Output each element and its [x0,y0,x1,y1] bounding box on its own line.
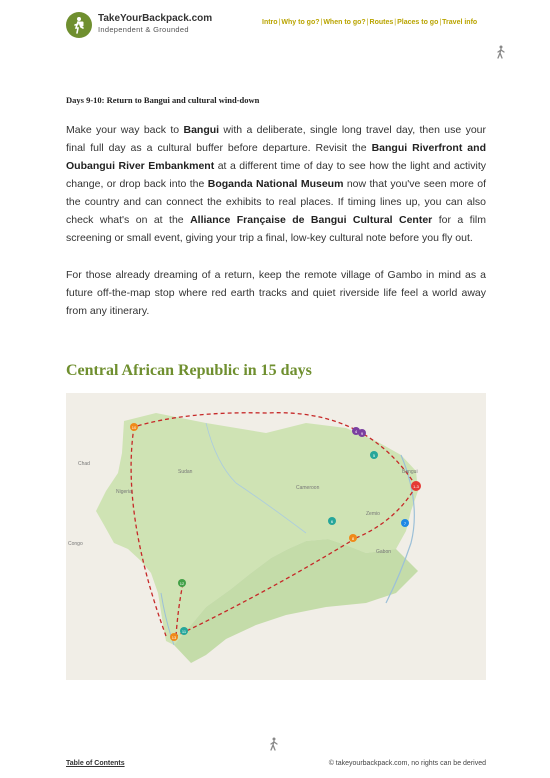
paragraph-return-to-bangui [66,121,486,247]
nav-intro[interactable]: Intro [262,19,278,26]
place-name: Bangui Riverfront and Oubangui River Embankment [66,142,486,172]
svg-text:11: 11 [181,629,187,634]
route-map[interactable] [66,393,486,680]
nav-when-to-go[interactable]: When to go? [323,19,366,26]
paragraph-text: with a deliberate, single long travel day, then use your final full day as a cultural buffer before departure. Revisit the [66,124,486,154]
place-name: Alliance Française de Bangui Cultural Center [190,214,433,226]
stop-7[interactable] [401,519,409,527]
label-zemio: Zemio [366,511,380,517]
stop-1-3[interactable] [411,481,421,491]
stop-12[interactable] [178,579,186,587]
hiker-icon [495,45,507,59]
label-bangui: Bangui [402,469,418,475]
svg-text:6: 6 [330,519,334,524]
stop-11[interactable] [180,627,188,635]
page-header [0,0,550,50]
svg-text:12: 12 [179,581,185,586]
paragraph-text: now that you've seen more of the country and can connect the exhibits to real places. If timing lines up, you can also check what's on at the [66,178,486,226]
brand-tagline: Independent & Grounded [98,25,189,34]
stop-5[interactable] [370,451,378,459]
label-sudan: Sudan [178,469,193,475]
section-title: Days 9-10: Return to Bangui and cultural wind-down [66,95,260,105]
paragraph-gambo: For those already dreaming of a return, keep the remote village of Gambo in mind as a future off-the-map stop where red earth tracks and quiet riverside life feel a world away from any itinerary. [66,269,486,317]
nav-places-to-go[interactable]: Places to go [397,19,439,26]
svg-text:1-3: 1-3 [413,484,419,489]
stop-9[interactable] [358,429,366,437]
svg-text:9: 9 [360,431,364,436]
brand-name[interactable]: TakeYourBackpack.com [98,13,213,24]
hiker-icon-footer [268,737,280,751]
nav-routes[interactable]: Routes [369,19,394,26]
nav-why-to-go[interactable]: Why to go? [281,19,320,26]
label-cameroon: Cameroon [296,485,320,491]
svg-text:5: 5 [372,453,376,458]
map-title: Central African Republic in 15 days [66,362,312,379]
svg-text:8: 8 [351,536,355,541]
svg-text:10: 10 [131,425,137,430]
paragraph-text: Make your way back to [66,124,184,136]
label-chad: Chad [78,461,90,467]
svg-text:4: 4 [354,429,358,434]
svg-text:13: 13 [171,635,177,640]
stop-8[interactable] [349,534,357,542]
stop-13[interactable] [170,633,178,641]
label-congo: Congo [68,541,83,547]
copyright-notice: © takeyourbackpack.com, no rights can be derived [328,760,486,767]
place-name: Boganda National Museum [207,178,344,190]
label-nigeria: Nigeria [116,489,132,495]
place-name: Bangui [183,124,220,136]
logo-icon[interactable] [66,12,92,38]
top-nav: Intro|Why to go?|When to go?|Routes|Places to go|Travel info [262,19,478,26]
paragraph-text: for a film screening or small event, giving your trip a final, low-key cultural note before you fly out. [66,214,486,244]
nav-travel-info[interactable]: Travel info [442,19,478,26]
stop-10[interactable] [130,423,138,431]
label-gabon: Gabon [376,549,392,555]
paragraph-text: at a different time of day to see how the light and activity change, or drop back into the [66,160,486,190]
stop-6[interactable] [328,517,336,525]
svg-text:7: 7 [403,521,407,526]
route-map-svg [66,393,486,680]
table-of-contents-link[interactable]: Table of Contents [66,760,125,767]
